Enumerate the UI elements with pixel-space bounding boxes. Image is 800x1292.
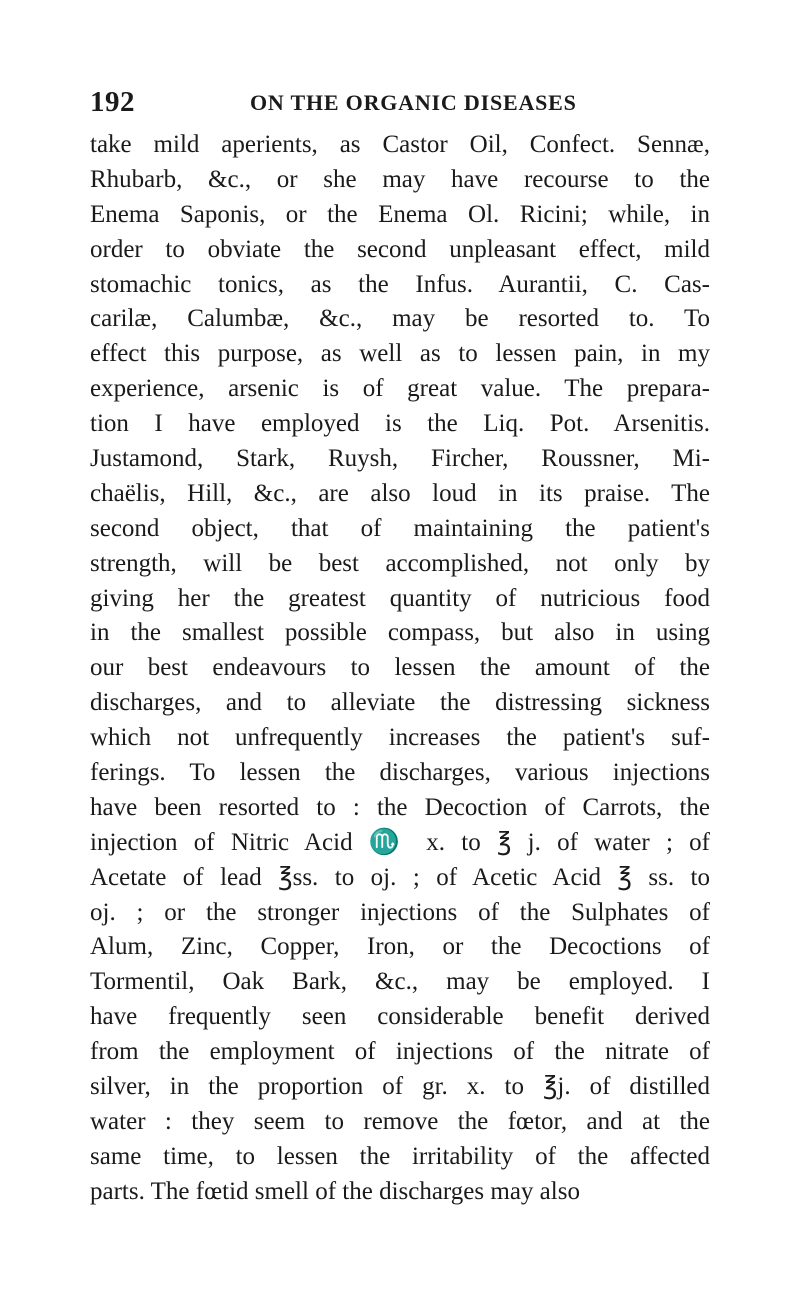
text-line: Tormentil, Oak Bark, &c., may be employed. I — [90, 968, 710, 996]
text-line: from the employment of injections of the nitrate of — [90, 1038, 710, 1066]
text-line: water : they seem to remove the fœtor, and at the — [90, 1107, 710, 1135]
text-line: take mild aperients, as Castor Oil, Confect. Sennæ, — [90, 131, 710, 158]
text-line: Justamond, Stark, Ruysh, Fircher, Roussner, Mi- — [90, 445, 710, 473]
text-line: order to obviate the second unpleasant effect, mild — [90, 235, 710, 263]
text-line: silver, in the proportion of gr. x. to ℥j. of distilled — [90, 1073, 710, 1101]
text-line: injection of Nitric Acid ♏ x. to ℥ j. of water ; of — [90, 828, 710, 856]
text-line: discharges, and to alleviate the distressing sickness — [90, 689, 710, 717]
body-text — [90, 128, 710, 1210]
text-line: same time, to lessen the irritability of the affected — [90, 1142, 710, 1170]
text-line: Acetate of lead ℥ss. to oj. ; of Acetic Acid ℥ ss. to — [90, 863, 710, 891]
text-line: strength, will be best accomplished, not only by — [90, 549, 710, 577]
page-number: 192 — [90, 86, 135, 118]
text-line: experience, arsenic is of great value. The prepara- — [90, 375, 710, 403]
running-title: ON THE ORGANIC DISEASES — [250, 90, 577, 115]
text-line: Enema Saponis, or the Enema Ol. Ricini; while, in — [90, 200, 710, 228]
text-line: have been resorted to : the Decoction of Carrots, the — [90, 793, 710, 821]
text-line: which not unfrequently increases the patient's suf- — [90, 724, 710, 752]
text-line: giving her the greatest quantity of nutricious food — [90, 584, 710, 612]
text-line: parts. The fœtid smell of the discharges may also — [90, 1177, 580, 1205]
text-line: stomachic tonics, as the Infus. Aurantii, C. Cas- — [90, 270, 710, 298]
text-line: in the smallest possible compass, but also in using — [90, 619, 710, 647]
text-line: ferings. To lessen the discharges, various injections — [90, 759, 710, 787]
text-line: have frequently seen considerable benefit derived — [90, 1003, 710, 1031]
text-line: Rhubarb, &c., or she may have recourse to the — [90, 165, 710, 193]
text-line: tion I have employed is the Liq. Pot. Arsenitis. — [90, 410, 710, 438]
text-line: second object, that of maintaining the patient's — [90, 514, 710, 542]
text-line: carilæ, Calumbæ, &c., may be resorted to. To — [90, 305, 710, 333]
text-line: our best endeavours to lessen the amount of the — [90, 654, 710, 682]
text-line: oj. ; or the stronger injections of the Sulphates of — [90, 898, 710, 926]
text-line: Alum, Zinc, Copper, Iron, or the Decoctions of — [90, 933, 710, 961]
running-head — [90, 86, 730, 118]
text-line: effect this purpose, as well as to lessen pain, in my — [90, 340, 710, 368]
text-line: chaëlis, Hill, &c., are also loud in its praise. The — [90, 479, 710, 507]
